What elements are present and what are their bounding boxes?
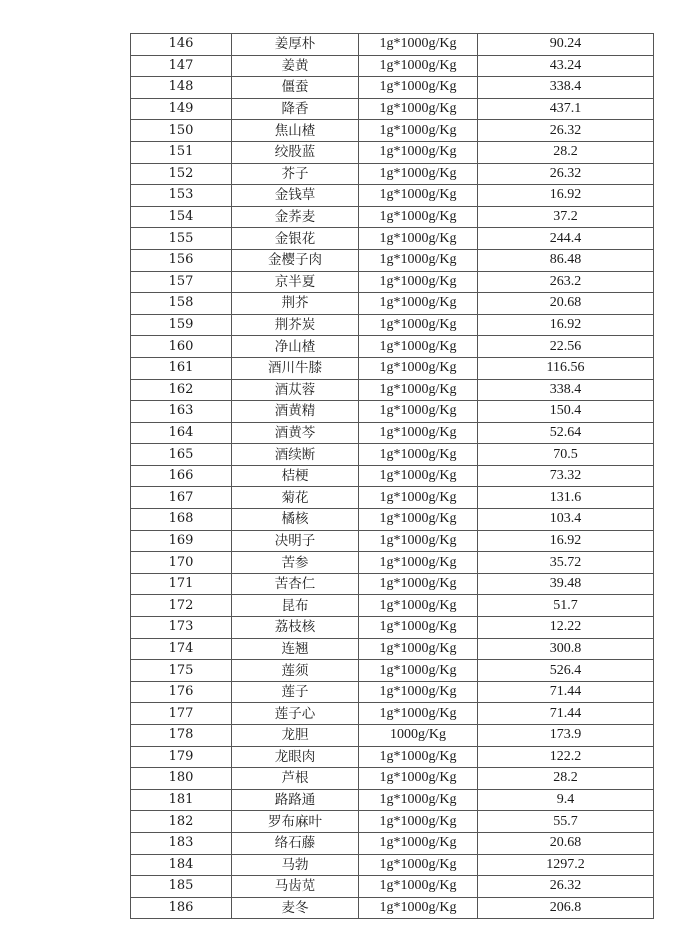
table-row	[131, 617, 654, 639]
price-cell: 244.4	[478, 228, 654, 250]
row-number-cell: 176	[131, 681, 232, 703]
row-number-cell: 182	[131, 811, 232, 833]
table-row	[131, 34, 654, 56]
table-row	[131, 638, 654, 660]
table-row	[131, 509, 654, 531]
row-number-cell: 177	[131, 703, 232, 725]
row-number-cell: 157	[131, 271, 232, 293]
price-cell: 526.4	[478, 660, 654, 682]
price-cell: 71.44	[478, 681, 654, 703]
herb-name-cell: 络石藤	[232, 832, 359, 854]
price-cell: 55.7	[478, 811, 654, 833]
spec-cell: 1g*1000g/Kg	[359, 746, 478, 768]
herb-name-cell: 龙胆	[232, 725, 359, 747]
herb-name-cell: 荆芥	[232, 293, 359, 315]
herb-name-cell: 芦根	[232, 768, 359, 790]
spec-cell: 1g*1000g/Kg	[359, 854, 478, 876]
price-cell: 16.92	[478, 314, 654, 336]
herb-name-cell: 姜厚朴	[232, 34, 359, 56]
row-number-cell: 148	[131, 77, 232, 99]
herb-name-cell: 龙眼肉	[232, 746, 359, 768]
table-row	[131, 681, 654, 703]
price-cell: 73.32	[478, 465, 654, 487]
price-cell: 43.24	[478, 55, 654, 77]
price-cell: 35.72	[478, 552, 654, 574]
spec-cell: 1g*1000g/Kg	[359, 55, 478, 77]
spec-cell: 1g*1000g/Kg	[359, 897, 478, 919]
table-row	[131, 422, 654, 444]
price-cell: 16.92	[478, 530, 654, 552]
price-cell: 39.48	[478, 573, 654, 595]
row-number-cell: 180	[131, 768, 232, 790]
row-number-cell: 156	[131, 249, 232, 271]
herb-name-cell: 金樱子肉	[232, 249, 359, 271]
row-number-cell: 185	[131, 876, 232, 898]
price-cell: 206.8	[478, 897, 654, 919]
price-cell: 122.2	[478, 746, 654, 768]
spec-cell: 1g*1000g/Kg	[359, 249, 478, 271]
spec-cell: 1g*1000g/Kg	[359, 573, 478, 595]
herb-price-table	[130, 33, 654, 919]
table-row	[131, 206, 654, 228]
herb-name-cell: 橘核	[232, 509, 359, 531]
spec-cell: 1g*1000g/Kg	[359, 811, 478, 833]
table-body	[131, 34, 654, 919]
table-row	[131, 552, 654, 574]
herb-name-cell: 马齿苋	[232, 876, 359, 898]
price-cell: 338.4	[478, 379, 654, 401]
row-number-cell: 159	[131, 314, 232, 336]
table-row	[131, 55, 654, 77]
herb-name-cell: 路路通	[232, 789, 359, 811]
table-row	[131, 768, 654, 790]
row-number-cell: 186	[131, 897, 232, 919]
spec-cell: 1g*1000g/Kg	[359, 789, 478, 811]
herb-name-cell: 酒苁蓉	[232, 379, 359, 401]
spec-cell: 1g*1000g/Kg	[359, 487, 478, 509]
table-row	[131, 660, 654, 682]
table-row	[131, 98, 654, 120]
row-number-cell: 165	[131, 444, 232, 466]
row-number-cell: 151	[131, 141, 232, 163]
table-row	[131, 811, 654, 833]
spec-cell: 1g*1000g/Kg	[359, 832, 478, 854]
price-cell: 263.2	[478, 271, 654, 293]
price-cell: 37.2	[478, 206, 654, 228]
price-cell: 300.8	[478, 638, 654, 660]
table-row	[131, 595, 654, 617]
table-row	[131, 876, 654, 898]
price-cell: 173.9	[478, 725, 654, 747]
price-cell: 70.5	[478, 444, 654, 466]
price-cell: 51.7	[478, 595, 654, 617]
row-number-cell: 184	[131, 854, 232, 876]
spec-cell: 1g*1000g/Kg	[359, 444, 478, 466]
herb-name-cell: 金银花	[232, 228, 359, 250]
price-cell: 28.2	[478, 768, 654, 790]
herb-name-cell: 僵蚕	[232, 77, 359, 99]
row-number-cell: 172	[131, 595, 232, 617]
herb-name-cell: 桔梗	[232, 465, 359, 487]
herb-name-cell: 决明子	[232, 530, 359, 552]
table-row	[131, 336, 654, 358]
table-row	[131, 120, 654, 142]
herb-name-cell: 莲子	[232, 681, 359, 703]
price-cell: 20.68	[478, 293, 654, 315]
herb-name-cell: 荔枝核	[232, 617, 359, 639]
table-row	[131, 573, 654, 595]
spec-cell: 1g*1000g/Kg	[359, 141, 478, 163]
table-row	[131, 746, 654, 768]
row-number-cell: 146	[131, 34, 232, 56]
row-number-cell: 183	[131, 832, 232, 854]
spec-cell: 1g*1000g/Kg	[359, 465, 478, 487]
herb-name-cell: 昆布	[232, 595, 359, 617]
price-cell: 338.4	[478, 77, 654, 99]
herb-name-cell: 荆芥炭	[232, 314, 359, 336]
spec-cell: 1g*1000g/Kg	[359, 185, 478, 207]
row-number-cell: 153	[131, 185, 232, 207]
herb-name-cell: 金荞麦	[232, 206, 359, 228]
spec-cell: 1g*1000g/Kg	[359, 77, 478, 99]
table-row	[131, 271, 654, 293]
spec-cell: 1g*1000g/Kg	[359, 271, 478, 293]
herb-name-cell: 净山楂	[232, 336, 359, 358]
price-cell: 16.92	[478, 185, 654, 207]
row-number-cell: 168	[131, 509, 232, 531]
spec-cell: 1g*1000g/Kg	[359, 638, 478, 660]
price-cell: 116.56	[478, 357, 654, 379]
row-number-cell: 162	[131, 379, 232, 401]
spec-cell: 1000g/Kg	[359, 725, 478, 747]
table-row	[131, 487, 654, 509]
row-number-cell: 170	[131, 552, 232, 574]
row-number-cell: 147	[131, 55, 232, 77]
price-table-container	[130, 33, 649, 919]
herb-name-cell: 莲子心	[232, 703, 359, 725]
herb-name-cell: 降香	[232, 98, 359, 120]
herb-name-cell: 菊花	[232, 487, 359, 509]
spec-cell: 1g*1000g/Kg	[359, 206, 478, 228]
herb-name-cell: 苦参	[232, 552, 359, 574]
table-row	[131, 379, 654, 401]
price-cell: 28.2	[478, 141, 654, 163]
price-cell: 20.68	[478, 832, 654, 854]
table-row	[131, 228, 654, 250]
price-cell: 26.32	[478, 876, 654, 898]
table-row	[131, 357, 654, 379]
herb-name-cell: 姜黄	[232, 55, 359, 77]
row-number-cell: 167	[131, 487, 232, 509]
spec-cell: 1g*1000g/Kg	[359, 379, 478, 401]
table-row	[131, 897, 654, 919]
table-row	[131, 249, 654, 271]
price-cell: 26.32	[478, 163, 654, 185]
price-cell: 86.48	[478, 249, 654, 271]
table-row	[131, 832, 654, 854]
price-cell: 90.24	[478, 34, 654, 56]
table-row	[131, 725, 654, 747]
table-row	[131, 854, 654, 876]
table-row	[131, 444, 654, 466]
spec-cell: 1g*1000g/Kg	[359, 530, 478, 552]
row-number-cell: 173	[131, 617, 232, 639]
price-cell: 52.64	[478, 422, 654, 444]
spec-cell: 1g*1000g/Kg	[359, 357, 478, 379]
table-row	[131, 77, 654, 99]
spec-cell: 1g*1000g/Kg	[359, 768, 478, 790]
spec-cell: 1g*1000g/Kg	[359, 98, 478, 120]
herb-name-cell: 绞股蓝	[232, 141, 359, 163]
row-number-cell: 158	[131, 293, 232, 315]
price-cell: 150.4	[478, 401, 654, 423]
spec-cell: 1g*1000g/Kg	[359, 422, 478, 444]
table-row	[131, 401, 654, 423]
row-number-cell: 175	[131, 660, 232, 682]
spec-cell: 1g*1000g/Kg	[359, 509, 478, 531]
price-cell: 131.6	[478, 487, 654, 509]
price-cell: 103.4	[478, 509, 654, 531]
spec-cell: 1g*1000g/Kg	[359, 876, 478, 898]
table-row	[131, 293, 654, 315]
row-number-cell: 161	[131, 357, 232, 379]
price-cell: 1297.2	[478, 854, 654, 876]
price-cell: 71.44	[478, 703, 654, 725]
spec-cell: 1g*1000g/Kg	[359, 163, 478, 185]
row-number-cell: 174	[131, 638, 232, 660]
table-row	[131, 163, 654, 185]
table-row	[131, 185, 654, 207]
herb-name-cell: 金钱草	[232, 185, 359, 207]
row-number-cell: 171	[131, 573, 232, 595]
row-number-cell: 178	[131, 725, 232, 747]
spec-cell: 1g*1000g/Kg	[359, 120, 478, 142]
herb-name-cell: 京半夏	[232, 271, 359, 293]
herb-name-cell: 连翘	[232, 638, 359, 660]
table-row	[131, 314, 654, 336]
row-number-cell: 152	[131, 163, 232, 185]
spec-cell: 1g*1000g/Kg	[359, 314, 478, 336]
herb-name-cell: 酒川牛膝	[232, 357, 359, 379]
table-row	[131, 465, 654, 487]
price-cell: 12.22	[478, 617, 654, 639]
spec-cell: 1g*1000g/Kg	[359, 595, 478, 617]
row-number-cell: 179	[131, 746, 232, 768]
herb-name-cell: 罗布麻叶	[232, 811, 359, 833]
herb-name-cell: 酒续断	[232, 444, 359, 466]
price-cell: 22.56	[478, 336, 654, 358]
row-number-cell: 160	[131, 336, 232, 358]
price-cell: 437.1	[478, 98, 654, 120]
herb-name-cell: 焦山楂	[232, 120, 359, 142]
spec-cell: 1g*1000g/Kg	[359, 293, 478, 315]
spec-cell: 1g*1000g/Kg	[359, 34, 478, 56]
price-cell: 9.4	[478, 789, 654, 811]
row-number-cell: 181	[131, 789, 232, 811]
spec-cell: 1g*1000g/Kg	[359, 228, 478, 250]
table-row	[131, 530, 654, 552]
row-number-cell: 163	[131, 401, 232, 423]
herb-name-cell: 莲须	[232, 660, 359, 682]
spec-cell: 1g*1000g/Kg	[359, 660, 478, 682]
row-number-cell: 150	[131, 120, 232, 142]
herb-name-cell: 苦杏仁	[232, 573, 359, 595]
spec-cell: 1g*1000g/Kg	[359, 336, 478, 358]
row-number-cell: 149	[131, 98, 232, 120]
row-number-cell: 155	[131, 228, 232, 250]
herb-name-cell: 酒黄芩	[232, 422, 359, 444]
price-cell: 26.32	[478, 120, 654, 142]
spec-cell: 1g*1000g/Kg	[359, 681, 478, 703]
row-number-cell: 169	[131, 530, 232, 552]
herb-name-cell: 麦冬	[232, 897, 359, 919]
table-row	[131, 703, 654, 725]
spec-cell: 1g*1000g/Kg	[359, 617, 478, 639]
spec-cell: 1g*1000g/Kg	[359, 401, 478, 423]
table-row	[131, 141, 654, 163]
herb-name-cell: 酒黄精	[232, 401, 359, 423]
table-row	[131, 789, 654, 811]
spec-cell: 1g*1000g/Kg	[359, 552, 478, 574]
row-number-cell: 166	[131, 465, 232, 487]
spec-cell: 1g*1000g/Kg	[359, 703, 478, 725]
herb-name-cell: 马勃	[232, 854, 359, 876]
row-number-cell: 164	[131, 422, 232, 444]
herb-name-cell: 芥子	[232, 163, 359, 185]
row-number-cell: 154	[131, 206, 232, 228]
